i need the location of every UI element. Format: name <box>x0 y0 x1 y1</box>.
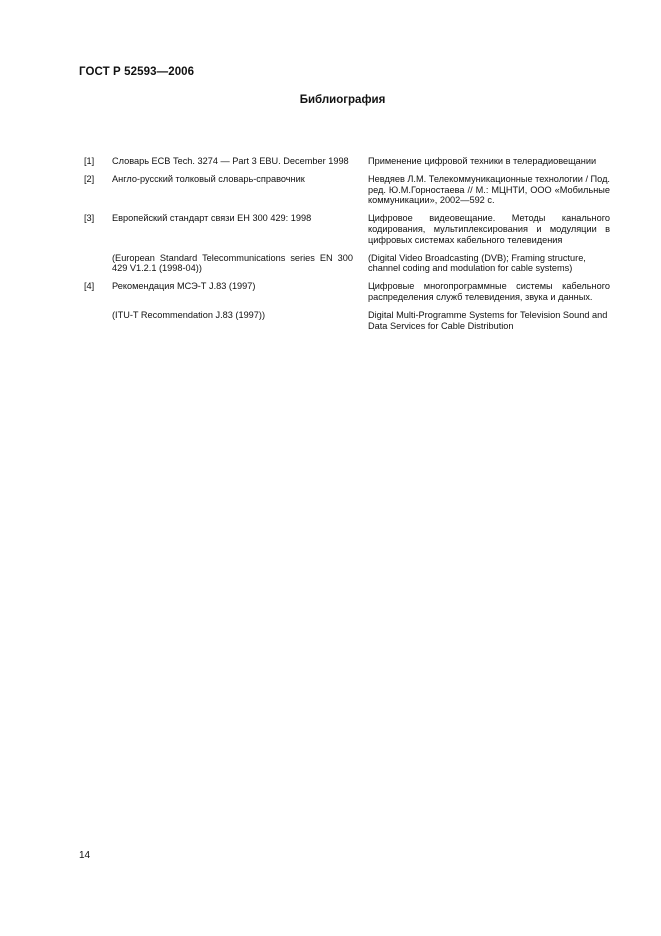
document-code: ГОСТ Р 52593—2006 <box>79 66 195 78</box>
bibliography-list <box>84 156 610 331</box>
page-number: 14 <box>79 850 91 861</box>
reference-source: (ITU-T Recommendation J.83 (1997)) <box>112 309 266 320</box>
reference-source: Европейский стандарт связи ЕН 300 429: 1998 <box>112 213 312 224</box>
bibliography-heading: Библиография <box>299 94 386 106</box>
reference-title: Невдяев Л.М. Телекоммуникационные технологии / Под. ред. Ю.М.Горностаева // М.: МЦНТИ, ООО «Мобильные коммуникации», 2002—592 с. <box>368 173 610 206</box>
reference-number: [1] <box>84 156 95 166</box>
bibliography-entry-3 <box>84 213 610 245</box>
reference-number: [4] <box>84 281 95 292</box>
reference-title: Применение цифровой техники в телерадиовещании <box>368 156 597 166</box>
bibliography-entry-4 <box>84 281 610 303</box>
reference-source: (European Standard Telecommunications series EN 300 429 V1.2.1 (1998-04)) <box>112 252 353 274</box>
bibliography-entry-2 <box>84 174 610 206</box>
reference-title: Цифровое видеовещание. Методы канального кодирования, мультиплексирования и модуляции в цифровых системах кабельного телевидения <box>368 213 610 245</box>
reference-source: Рекомендация МСЭ-Т J.83 (1997) <box>112 281 256 292</box>
reference-source: Словарь ЕСВ Tech. 3274 — Part 3 EBU. December 1998 <box>112 156 349 166</box>
reference-title: (Digital Video Broadcasting (DVB); Framing structure, channel coding and modulation for cable systems) <box>368 252 586 274</box>
reference-number: [2] <box>84 173 95 184</box>
reference-title: Цифровые многопрограммные системы кабельного распределения служб телевидения, звука и данных. <box>368 281 610 302</box>
reference-source: Англо-русский толковый словарь-справочник <box>112 173 305 184</box>
reference-number: [3] <box>84 213 95 224</box>
bibliography-entry-1 <box>84 156 610 167</box>
bibliography-entry-4-original <box>84 310 610 332</box>
reference-title: Digital Multi-Programme Systems for Television Sound and Data Services for Cable Distribution <box>368 309 608 331</box>
bibliography-entry-3-original <box>84 253 610 275</box>
